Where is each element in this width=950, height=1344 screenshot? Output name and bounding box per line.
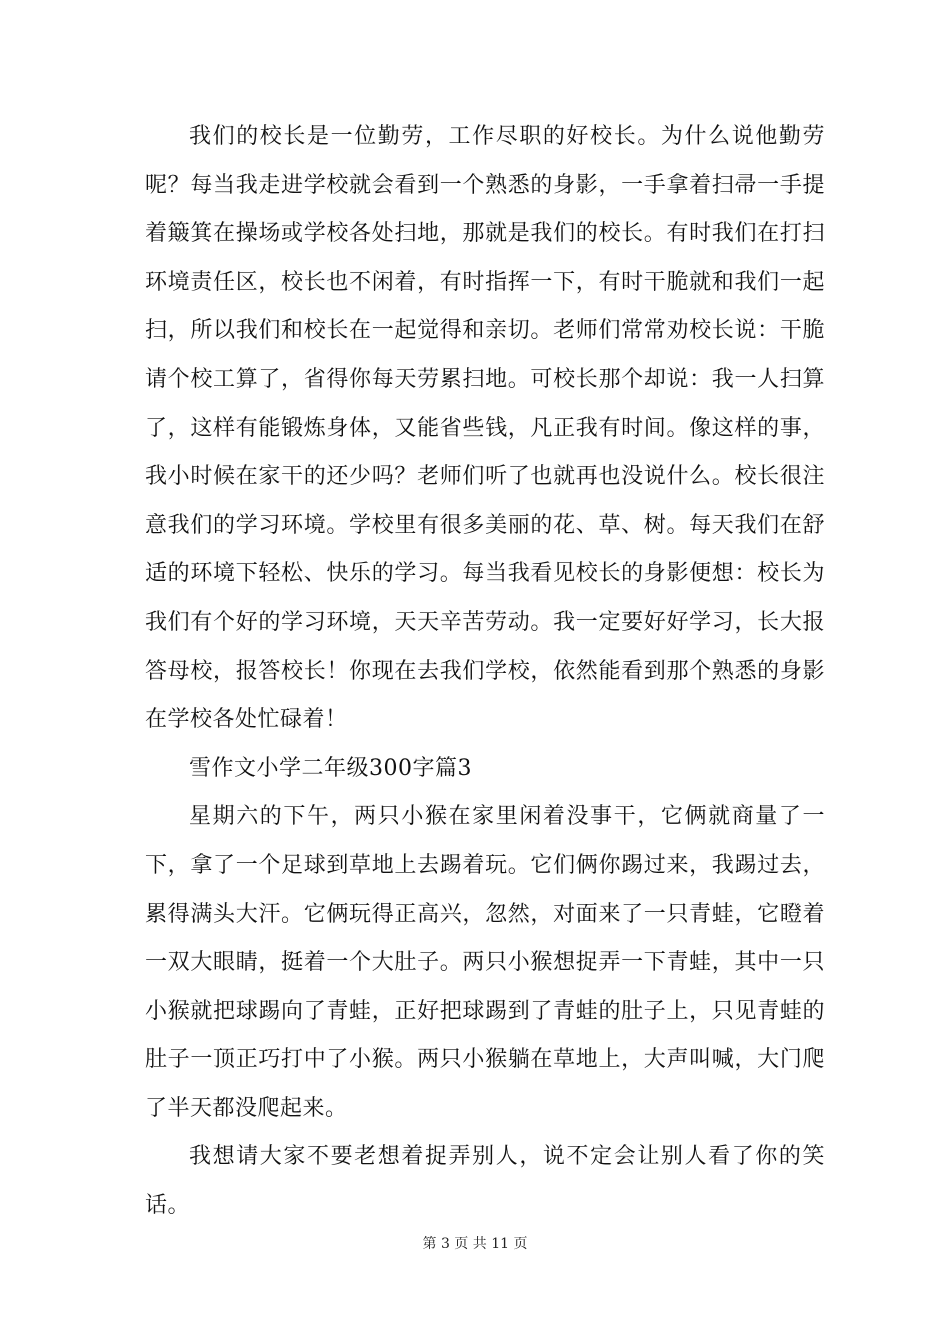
- section-heading: 雪作文小学二年级300字篇3: [189, 755, 472, 781]
- paragraph-principal: 我们的校长是一位勤劳，工作尽职的好校长。为什么说他勤劳呢？每当我走进学校就会看到一个熟悉的身影，一手拿着扫帚一手提着簸箕在操场或学校各处扫地，那就是我们的校长。有时我们在打扫环境责任区，校长也不闲着，有时指挥一下，有时干脆就和我们一起扫，所以我们和校长在一起觉得和亲切。老师们常常劝校长说：干脆请个校工算了，省得你每天劳累扫地。可校长那个却说：我一人扫算了，这样有能锻炼身体，又能省些钱，凡正我有时间。像这样的事，我小时候在家干的还少吗？老师们听了也就再也没说什么。校长很注意我们的学习环境。学校里有很多美丽的花、草、树。每天我们在舒适的环境下轻松、快乐的学习。每当我看见校长的身影便想：校长为我们有个好的学习环境，天天辛苦劳动。我一定要好好学习，长大报答母校，报答校长！你现在去我们学校，依然能看到那个熟悉的身影在学校各处忙碌着！: [145, 124, 825, 733]
- page-footer: 第 3 页 共 11 页: [422, 1236, 528, 1252]
- paragraph-moral: 我想请大家不要老想着捉弄别人，说不定会让别人看了你的笑话。: [145, 1144, 825, 1219]
- document-body: [145, 113, 825, 1231]
- paragraph-monkeys: 星期六的下午，两只小猴在家里闲着没事干，它俩就商量了一下，拿了一个足球到草地上去踢着玩。它们俩你踢过来，我踢过去，累得满头大汗。它俩玩得正高兴，忽然，对面来了一只青蛙，它瞪着一双大眼睛，挺着一个大肚子。两只小猴想捉弄一下青蛙，其中一只小猴就把球踢向了青蛙，正好把球踢到了青蛙的肚子上，只见青蛙的肚子一顶正巧打中了小猴。两只小猴躺在草地上，大声叫喊，大门爬了半天都没爬起来。: [145, 804, 825, 1121]
